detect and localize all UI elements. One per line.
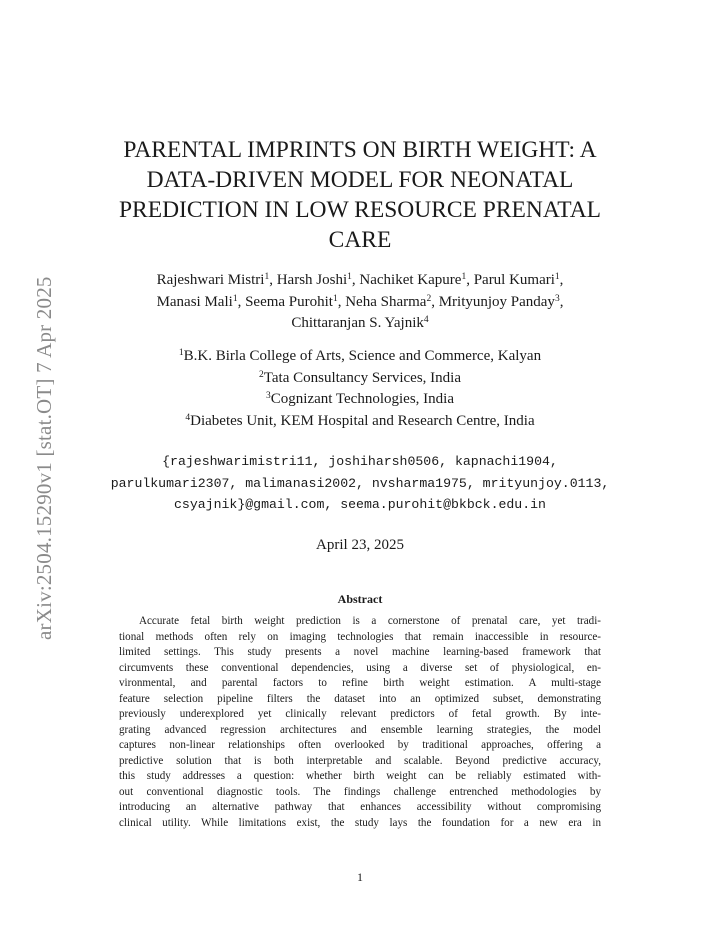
paper-title — [90, 135, 630, 255]
page-number: 1 — [357, 870, 363, 884]
author-affiliation-mark: 2 — [426, 293, 432, 304]
author-name: Parul Kumari — [473, 272, 555, 288]
affiliation-text: Tata Consultancy Services, India — [263, 369, 461, 386]
affiliation — [90, 346, 630, 368]
email-line[interactable]: parulkumari2307, malimanasi2002, nvsharma1975, mrityunjoy.0113, — [110, 475, 610, 491]
email-line[interactable]: {rajeshwarimistri11, joshiharsh0506, kapnachi1904, — [162, 454, 558, 469]
author-name: Harsh Joshi — [276, 272, 348, 288]
abstract-line: this study addresses a question: whether birth weight can be reliably estimated with- — [119, 770, 601, 782]
abstract-line: introducing an alternative pathway that enhances accessibility without compromising — [119, 801, 601, 813]
affiliation-text: Diabetes Unit, KEM Hospital and Research Centre, India — [190, 412, 535, 429]
author-name: Nachiket Kapure — [359, 272, 462, 288]
abstract-line: vironmental, and parental factors to refine birth weight estimation. A multi-stage — [119, 677, 601, 689]
abstract-line: feature selection pipeline filters the dataset into an optimized subset, demonstrating — [119, 692, 601, 705]
affiliation-text: Cognizant Technologies, India — [270, 391, 454, 407]
abstract-line: predictive solution that is both interpretable and scalable. Beyond predictive accuracy, — [119, 754, 601, 767]
author-name: Rajeshwari Mistri — [156, 272, 265, 288]
author-name: Chittaranjan S. Yajnik — [291, 315, 424, 331]
author-affiliation-mark: 1 — [264, 272, 270, 282]
author-name: Mrityunjoy Panday — [438, 293, 555, 310]
author-list — [90, 270, 630, 335]
author-affiliation-mark: 1 — [232, 293, 238, 304]
abstract-line: limited settings. This study presents a novel machine learning-based framework that — [119, 646, 601, 658]
author-name: Neha Sharma — [345, 293, 427, 310]
affiliation-mark: 4 — [185, 412, 191, 423]
email-line[interactable]: csyajnik}@gmail.com, seema.purohit@bkbck.edu.in — [174, 497, 546, 512]
author-affiliation-mark: 1 — [332, 293, 338, 304]
title-line: CARE — [328, 227, 392, 253]
abstract-body — [119, 614, 601, 831]
author-line: Manasi Mali$^1$, Seema Purohit$^1$, Neha Sharma$^2$, Mrityunjoy Panday$^3$, — [156, 293, 564, 310]
affiliation — [90, 411, 630, 433]
title-line: DATA-DRIVEN MODEL FOR NEONATAL — [146, 167, 574, 193]
title-line: PREDICTION IN LOW RESOURCE PRENATAL — [118, 197, 602, 223]
abstract-line: circumvents these conventional dependencies, using a diverse set of physiological, en- — [119, 661, 601, 674]
abstract-line: grating advanced regression architectures and ensemble learning strategies, the model — [119, 723, 601, 736]
abstract-line: previously underexplored yet clinically relevant predictors of fetal growth. By inte- — [119, 708, 601, 720]
author-name: Seema Purohit — [245, 293, 333, 310]
abstract-line: captures non-linear relationships often overlooked by traditional approaches, offering a — [119, 739, 601, 751]
arxiv-identifier[interactable]: arXiv:2504.15290v1 [stat.OT] 7 Apr 2025 — [32, 276, 56, 640]
author-line — [90, 313, 630, 335]
author-affiliation-mark: 1 — [347, 272, 352, 282]
author-affiliation-mark: 1 — [461, 272, 467, 282]
author-line: Rajeshwari Mistri$^1$, Harsh Joshi$^1$, Nachiket Kapure$^1$, Parul Kumari$^1$, — [156, 272, 564, 288]
abstract-heading: Abstract — [337, 592, 383, 606]
affiliation-text: B.K. Birla College of Arts, Science and Commerce, Kalyan — [183, 348, 542, 364]
author-affiliation-mark: 1 — [554, 272, 560, 282]
email-list — [70, 451, 650, 516]
affiliation-list — [90, 346, 630, 432]
title-line: PARENTAL IMPRINTS ON BIRTH WEIGHT: A — [123, 137, 597, 163]
publication-date: April 23, 2025 — [316, 537, 404, 553]
affiliation-mark: 3 — [266, 391, 271, 401]
author-affiliation-mark: 3 — [554, 293, 560, 304]
affiliation-mark: 1 — [178, 348, 184, 358]
abstract-line: tional methods often rely on imaging technologies that remain inaccessible in resource- — [119, 630, 601, 643]
arxiv-sidebar — [12, 255, 56, 640]
abstract-line: clinical utility. While limitations exist, the study lays the foundation for a new era in — [119, 816, 601, 829]
abstract-line: Accurate fetal birth weight prediction is a cornerstone of prenatal care, yet tradi- — [139, 615, 601, 627]
author-affiliation-mark: 4 — [423, 315, 429, 325]
affiliation-mark: 2 — [259, 369, 264, 380]
affiliation — [90, 368, 630, 390]
author-name: Manasi Mali — [156, 293, 233, 310]
abstract-line: out conventional diagnostic tools. The findings challenge entrenched methodologies by — [119, 785, 601, 798]
affiliation — [90, 389, 630, 411]
